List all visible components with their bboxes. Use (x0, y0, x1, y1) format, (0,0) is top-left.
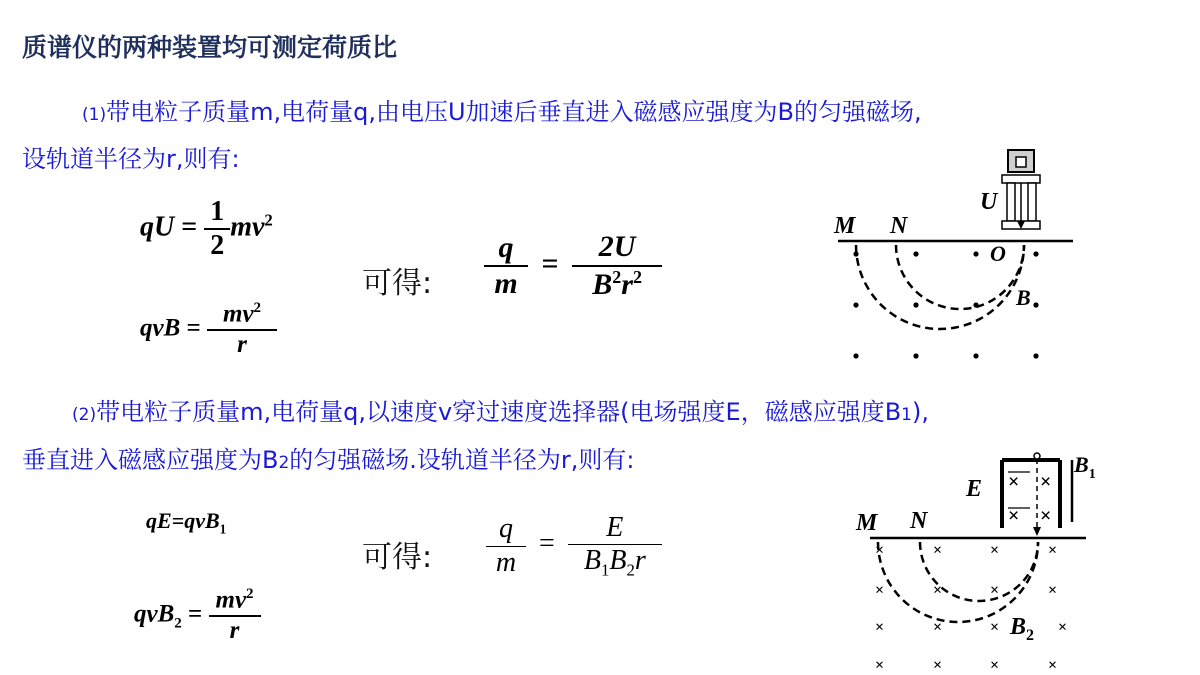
subscript: 1 (901, 405, 912, 425)
svg-text:×: × (933, 619, 943, 636)
fraction-half (204, 196, 230, 262)
fraction-denominator: r (229, 617, 240, 645)
fraction-numerator: q (498, 230, 514, 264)
part1-line1 (82, 92, 922, 127)
equals-sign: = (181, 211, 198, 243)
svg-text:×: × (990, 542, 1000, 559)
selector-cross-marks (1008, 471, 1051, 527)
part2-line2-end: 的匀强磁场.设轨道半径为r,则有: (289, 446, 635, 474)
fraction-denominator: r (237, 331, 247, 359)
exponent: 2 (632, 266, 642, 287)
part2-equation-force (134, 586, 261, 646)
eq-term: r (634, 545, 646, 577)
svg-text:×: × (1048, 582, 1058, 599)
label-O: O (990, 241, 1006, 266)
label-B2 (1009, 614, 1034, 644)
label-M: M (856, 510, 878, 536)
label-B2-subscript: 2 (1026, 627, 1035, 644)
svg-text:×: × (990, 582, 1000, 599)
fraction-denominator: 2 (210, 230, 225, 262)
mass-spectrometer-diagram-1 (820, 145, 1090, 370)
part2-equation-selector (146, 508, 226, 537)
equals-sign: = (541, 246, 559, 280)
part1-equation-force (140, 300, 277, 360)
part2-line2-text: 垂直进入磁感应强度为B (22, 446, 279, 474)
eq-term: mv (215, 586, 247, 614)
label-N: N (890, 213, 908, 239)
accelerator-plate-top (1002, 175, 1040, 183)
accelerator-column-right (1028, 183, 1036, 221)
source-hole (1016, 157, 1026, 167)
part2-line2 (22, 440, 635, 475)
exponent: 2 (264, 210, 273, 230)
svg-text:×: × (933, 657, 943, 672)
part1-result-label: 可得: (362, 266, 433, 301)
fraction-numerator (210, 586, 260, 615)
svg-text:×: × (990, 657, 1000, 672)
eq-term: r (621, 267, 633, 301)
part1-result-formula (484, 230, 662, 302)
subscript: 1 (600, 560, 610, 580)
part2-label: (2) (72, 405, 97, 425)
label-N: N (910, 508, 928, 534)
fraction-result (568, 512, 662, 580)
label-B1-text: B (1074, 452, 1089, 477)
part1-equation-energy (140, 196, 273, 262)
fraction-denominator: m (494, 267, 518, 300)
part1-line1-text: 带电粒子质量m,电荷量q,由电压U加速后垂直进入磁感应强度为B的匀强磁场, (106, 98, 922, 126)
equals-sign: = (539, 528, 555, 560)
fraction-numerator: q (499, 513, 513, 545)
page-title: 质谱仪的两种装置均可测定荷质比 (22, 33, 398, 62)
label-B: B (1016, 285, 1031, 310)
svg-text:×: × (1058, 619, 1068, 636)
label-B1 (1073, 452, 1096, 482)
part1-line2: 设轨道半径为r,则有: (22, 145, 240, 173)
trajectory-outer (878, 542, 1038, 622)
fraction-numerator: 1 (210, 196, 225, 227)
fraction-denominator (578, 545, 652, 580)
part1-label: (1) (82, 105, 107, 125)
equals-sign: = (186, 314, 201, 342)
fraction-numerator (217, 300, 267, 329)
svg-text:×: × (1040, 471, 1052, 493)
part2-result-formula (486, 512, 662, 580)
exponent: 2 (612, 266, 622, 287)
eq-term: qvB (140, 314, 181, 342)
svg-text:×: × (933, 542, 943, 559)
svg-text:×: × (1048, 657, 1058, 672)
svg-text:×: × (933, 582, 943, 599)
magnetic-field-crosses (875, 542, 1067, 672)
svg-text:×: × (875, 619, 885, 636)
fraction-result (572, 230, 662, 302)
label-E: E (966, 476, 983, 502)
exponent: 2 (253, 300, 262, 316)
label-U: U (980, 189, 998, 215)
accelerator-column-left (1007, 183, 1015, 221)
entry-hole (1034, 453, 1040, 459)
svg-text:×: × (1008, 471, 1020, 493)
eq-term: qvB (134, 600, 175, 628)
part2-line1-end: ), (912, 398, 929, 426)
label-M: M (834, 213, 856, 239)
label-B1-subscript: 1 (1088, 467, 1096, 482)
eq-term: mv (230, 211, 265, 243)
label-B2-text: B (1010, 614, 1027, 640)
exponent: 2 (246, 586, 254, 602)
fraction-numerator: E (606, 512, 624, 543)
fraction-q-m (486, 513, 526, 578)
subscript: 2 (174, 615, 182, 632)
fraction-denominator (586, 267, 648, 303)
svg-text:×: × (875, 657, 885, 672)
eq-term: mv (223, 300, 254, 328)
eq-term: B (583, 545, 601, 577)
mass-spectrometer-diagram-2 (848, 450, 1108, 672)
svg-text:×: × (1008, 505, 1020, 527)
part2-line1-text: 带电粒子质量m,电荷量q,以速度v穿过速度选择器(电场强度E，磁感应强度B (96, 398, 902, 426)
fraction-numerator: 2U (598, 230, 636, 263)
svg-text:×: × (875, 582, 885, 599)
svg-text:×: × (990, 619, 1000, 636)
fraction-q-m (484, 231, 528, 302)
svg-text:×: × (1048, 542, 1058, 559)
part2-line1 (72, 392, 929, 427)
subscript: 2 (626, 560, 635, 580)
subscript: 1 (219, 521, 227, 537)
fraction-denominator: m (495, 546, 517, 578)
subscript: 2 (278, 453, 290, 473)
fraction-mv2-r (207, 300, 277, 360)
eq-term: qU (140, 211, 175, 243)
eq-term: qE=qvB (146, 508, 220, 533)
fraction-mv2-r (209, 586, 261, 646)
arrow-icon (1033, 527, 1041, 536)
part2-result-label: 可得: (362, 540, 433, 575)
equals-sign: = (188, 600, 203, 628)
svg-text:×: × (875, 542, 885, 559)
svg-text:×: × (1040, 505, 1052, 527)
eq-term: B (609, 545, 627, 577)
eq-term: B (592, 267, 613, 301)
